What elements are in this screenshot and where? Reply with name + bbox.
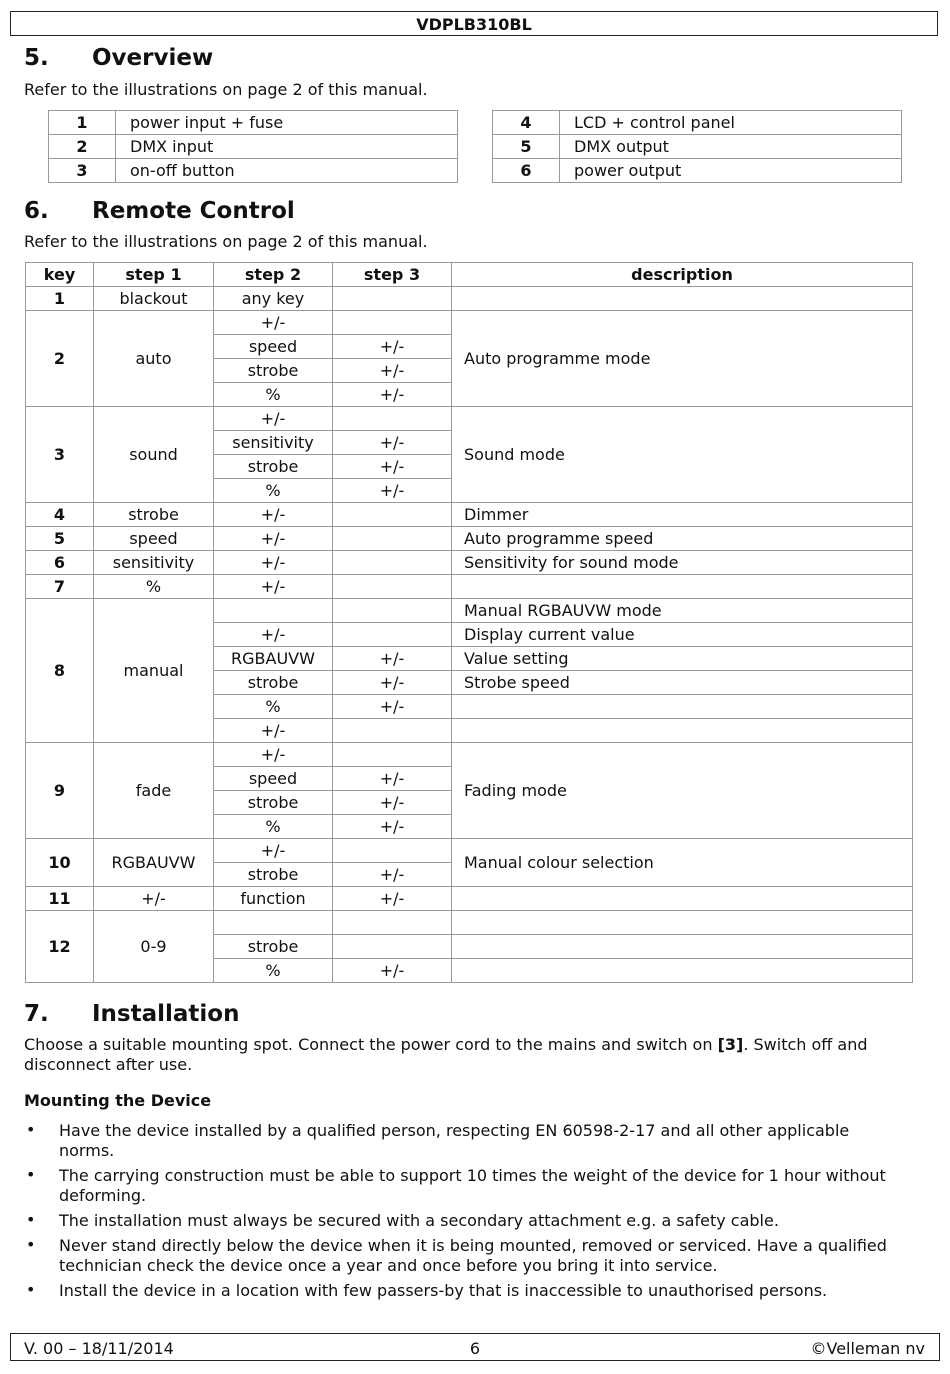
footer-page-number: 6 [469, 1339, 481, 1358]
step3-cell: +/- [333, 359, 452, 383]
description-cell: Dimmer [452, 503, 913, 527]
bullet-text: The installation must always be secured with a secondary attachment e.g. a safety cable. [59, 1211, 779, 1230]
step2-cell: strobe [214, 671, 333, 695]
description-cell: Fading mode [452, 743, 913, 839]
step3-cell [333, 839, 452, 863]
overview-label: LCD + control panel [560, 111, 902, 135]
col-header-description: description [452, 263, 913, 287]
step2-cell: +/- [214, 719, 333, 743]
step2-cell: strobe [214, 863, 333, 887]
step1-cell: RGBAUVW [94, 839, 214, 887]
col-header-key: key [26, 263, 94, 287]
step1-cell: sound [94, 407, 214, 503]
description-cell: Manual RGBAUVW mode [452, 599, 913, 623]
step2-cell: % [214, 479, 333, 503]
step2-cell: function [214, 887, 333, 911]
step3-cell [333, 311, 452, 335]
step2-cell: speed [214, 335, 333, 359]
overview-heading [24, 45, 213, 71]
step1-cell: blackout [94, 287, 214, 311]
step2-cell: speed [214, 767, 333, 791]
table-row [26, 839, 913, 863]
step3-cell [333, 407, 452, 431]
step1-cell: auto [94, 311, 214, 407]
overview-row [49, 135, 458, 159]
overview-label: on-off button [116, 159, 458, 183]
step3-cell: +/- [333, 647, 452, 671]
step2-cell: strobe [214, 359, 333, 383]
description-cell: Strobe speed [452, 671, 913, 695]
step2-cell: strobe [214, 935, 333, 959]
step2-cell: +/- [214, 527, 333, 551]
overview-key: 3 [49, 159, 116, 183]
step3-cell [333, 287, 452, 311]
col-header-step2: step 2 [214, 263, 333, 287]
bullet-dot: • [26, 1120, 36, 1139]
remote-control-table [25, 262, 913, 983]
step2-cell: strobe [214, 455, 333, 479]
bullet-item [24, 1281, 904, 1301]
key-cell: 5 [26, 527, 94, 551]
description-cell: Display current value [452, 623, 913, 647]
overview-table-right [492, 110, 902, 183]
page-footer [10, 1333, 940, 1361]
table-row [26, 503, 913, 527]
overview-label: DMX input [116, 135, 458, 159]
description-cell: Sensitivity for sound mode [452, 551, 913, 575]
step2-cell: % [214, 959, 333, 983]
step2-cell: any key [214, 287, 333, 311]
step2-cell: strobe [214, 791, 333, 815]
step3-cell: +/- [333, 431, 452, 455]
mounting-bullet-list [24, 1121, 904, 1306]
step3-cell [333, 527, 452, 551]
key-cell: 6 [26, 551, 94, 575]
key-cell: 8 [26, 599, 94, 743]
step1-cell: % [94, 575, 214, 599]
step2-cell: +/- [214, 575, 333, 599]
description-cell: Manual colour selection [452, 839, 913, 887]
step3-cell [333, 551, 452, 575]
description-cell: Value setting [452, 647, 913, 671]
step3-cell [333, 575, 452, 599]
remote-number: 6. [24, 198, 49, 224]
table-row [26, 887, 913, 911]
description-cell [452, 959, 913, 983]
step3-cell [333, 743, 452, 767]
key-cell: 12 [26, 911, 94, 983]
overview-table-left [48, 110, 458, 183]
installation-intro-a: Choose a suitable mounting spot. Connect the power cord to the mains and switch on [24, 1035, 718, 1054]
step2-cell: % [214, 383, 333, 407]
table-row [26, 311, 913, 335]
step3-cell [333, 719, 452, 743]
table-row [26, 287, 913, 311]
page-header [10, 11, 938, 36]
overview-key: 1 [49, 111, 116, 135]
overview-key: 5 [493, 135, 560, 159]
table-row [26, 527, 913, 551]
step1-cell: speed [94, 527, 214, 551]
overview-number: 5. [24, 45, 49, 71]
step3-cell [333, 935, 452, 959]
overview-intro: Refer to the illustrations on page 2 of this manual. [24, 80, 428, 99]
step1-cell: manual [94, 599, 214, 743]
step3-cell: +/- [333, 335, 452, 359]
step2-cell: +/- [214, 503, 333, 527]
key-cell: 1 [26, 287, 94, 311]
overview-row [49, 159, 458, 183]
table-row [26, 599, 913, 623]
step2-cell [214, 599, 333, 623]
key-cell: 10 [26, 839, 94, 887]
step3-cell: +/- [333, 959, 452, 983]
step3-cell: +/- [333, 455, 452, 479]
step3-cell: +/- [333, 767, 452, 791]
remote-heading [24, 198, 295, 224]
step3-cell [333, 599, 452, 623]
overview-row [49, 111, 458, 135]
description-cell [452, 887, 913, 911]
step3-cell: +/- [333, 791, 452, 815]
overview-key: 4 [493, 111, 560, 135]
footer-copyright: ©Velleman nv [810, 1339, 925, 1358]
description-cell [452, 911, 913, 935]
table-row [26, 911, 913, 935]
overview-label: power output [560, 159, 902, 183]
key-cell: 7 [26, 575, 94, 599]
key-cell: 3 [26, 407, 94, 503]
key-cell: 4 [26, 503, 94, 527]
overview-row [493, 135, 902, 159]
step2-cell: +/- [214, 407, 333, 431]
bullet-text: Install the device in a location with few passers-by that is inaccessible to unauthorised persons. [59, 1281, 828, 1300]
bullet-dot: • [26, 1235, 36, 1254]
step2-cell: +/- [214, 839, 333, 863]
step2-cell: RGBAUVW [214, 647, 333, 671]
step3-cell: +/- [333, 887, 452, 911]
step3-cell [333, 911, 452, 935]
bullet-dot: • [26, 1280, 36, 1299]
description-cell: Auto programme speed [452, 527, 913, 551]
key-cell: 11 [26, 887, 94, 911]
table-row [26, 551, 913, 575]
bullet-item [24, 1121, 904, 1161]
step3-cell: +/- [333, 815, 452, 839]
remote-intro: Refer to the illustrations on page 2 of this manual. [24, 232, 428, 251]
description-cell: Sound mode [452, 407, 913, 503]
overview-row [493, 111, 902, 135]
footer-version: V. 00 – 18/11/2014 [24, 1339, 174, 1358]
key-cell: 9 [26, 743, 94, 839]
bullet-dot: • [26, 1165, 36, 1184]
step3-cell [333, 623, 452, 647]
step2-cell: % [214, 695, 333, 719]
bullet-dot: • [26, 1210, 36, 1229]
installation-heading [24, 1001, 239, 1027]
step2-cell: +/- [214, 623, 333, 647]
mounting-subheading: Mounting the Device [24, 1091, 212, 1110]
bullet-text: Have the device installed by a qualified person, respecting EN 60598-2-17 and all other applicable norms. [59, 1121, 850, 1160]
table-row [26, 743, 913, 767]
step3-cell: +/- [333, 383, 452, 407]
step3-cell [333, 503, 452, 527]
overview-key: 2 [49, 135, 116, 159]
overview-title: Overview [92, 45, 214, 71]
table-row [26, 575, 913, 599]
description-cell [452, 935, 913, 959]
step1-cell: sensitivity [94, 551, 214, 575]
col-header-step3: step 3 [333, 263, 452, 287]
bullet-text: The carrying construction must be able to support 10 times the weight of the device for 1 hour without deforming. [59, 1166, 886, 1205]
step2-cell: % [214, 815, 333, 839]
bullet-item [24, 1166, 904, 1206]
key-cell: 2 [26, 311, 94, 407]
step1-cell: strobe [94, 503, 214, 527]
installation-number: 7. [24, 1001, 49, 1027]
remote-title: Remote Control [92, 198, 295, 224]
description-cell: Auto programme mode [452, 311, 913, 407]
bullet-item [24, 1236, 904, 1276]
overview-label: DMX output [560, 135, 902, 159]
description-cell [452, 287, 913, 311]
description-cell [452, 575, 913, 599]
description-cell [452, 719, 913, 743]
table-row [26, 407, 913, 431]
overview-row [493, 159, 902, 183]
step2-cell: +/- [214, 551, 333, 575]
installation-intro [24, 1035, 929, 1075]
description-cell [452, 695, 913, 719]
step2-cell: +/- [214, 311, 333, 335]
table-header-row [26, 263, 913, 287]
overview-label: power input + fuse [116, 111, 458, 135]
step3-cell: +/- [333, 695, 452, 719]
col-header-step1: step 1 [94, 263, 214, 287]
installation-title: Installation [92, 1001, 240, 1027]
installation-intro-b: . Switch off and disconnect after use. [24, 1035, 868, 1074]
step1-cell: +/- [94, 887, 214, 911]
step2-cell [214, 911, 333, 935]
step2-cell: sensitivity [214, 431, 333, 455]
step1-cell: 0-9 [94, 911, 214, 983]
step1-cell: fade [94, 743, 214, 839]
step3-cell: +/- [333, 671, 452, 695]
installation-intro-ref: [3] [717, 1035, 744, 1054]
step2-cell: +/- [214, 743, 333, 767]
overview-key: 6 [493, 159, 560, 183]
model-title: VDPLB310BL [416, 15, 532, 34]
bullet-text: Never stand directly below the device when it is being mounted, removed or serviced. Have a qualified technician check the device once a year and once before you bring it into service. [59, 1236, 887, 1275]
bullet-item [24, 1211, 904, 1231]
step3-cell: +/- [333, 863, 452, 887]
step3-cell: +/- [333, 479, 452, 503]
